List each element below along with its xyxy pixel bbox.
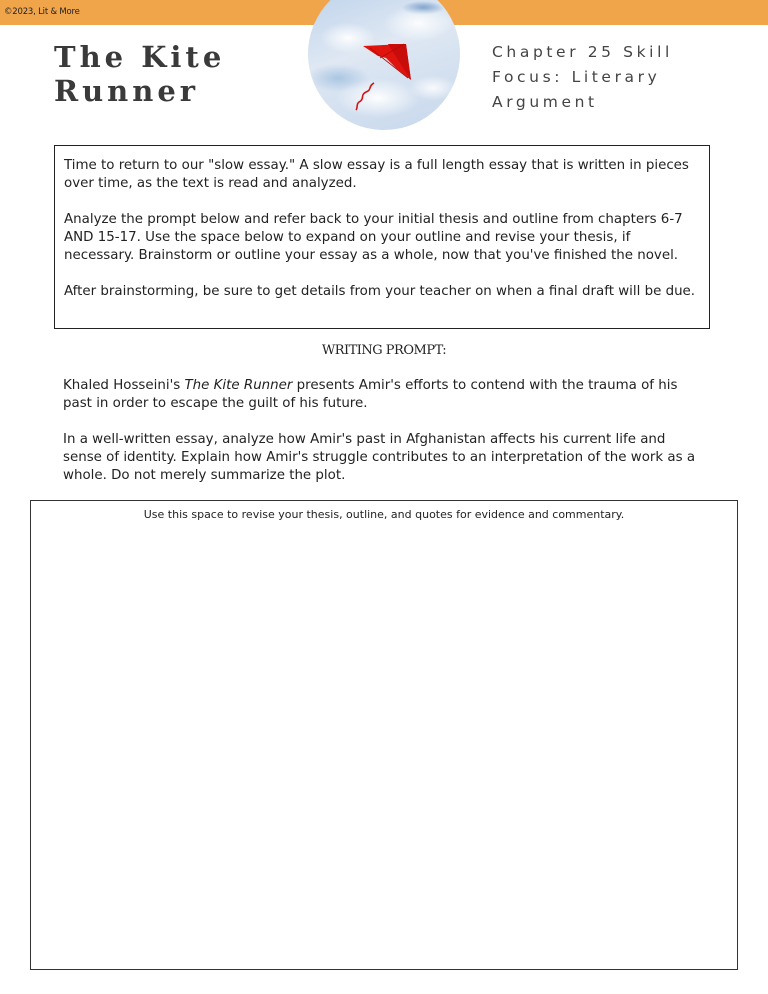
book-title-line1: The Kite bbox=[54, 40, 226, 74]
kite-image bbox=[308, 0, 460, 130]
prompt-paragraph bbox=[63, 377, 708, 413]
book-title-italic: The Kite Runner bbox=[184, 378, 293, 393]
intro-paragraph: After brainstorming, be sure to get details from your teacher on when a final draft will be due. bbox=[64, 284, 696, 299]
writing-prompt-heading: WRITING PROMPT: bbox=[321, 343, 447, 358]
intro-paragraph: Time to return to our "slow essay." A slow essay is a full length essay that is written in pieces over time, as the text is read and analyzed. bbox=[64, 158, 689, 191]
prompt-text: Khaled Hosseini's bbox=[63, 378, 185, 393]
kite-icon bbox=[308, 0, 460, 130]
book-title-line2: Runner bbox=[54, 74, 200, 108]
writing-space-instructions: Use this space to revise your thesis, outline, and quotes for evidence and commentary. bbox=[143, 508, 625, 521]
writing-prompt bbox=[63, 377, 708, 503]
brainstorm-textarea[interactable] bbox=[37, 529, 731, 963]
prompt-paragraph: In a well-written essay, analyze how Amir's past in Afghanistan affects his current life and sense of identity. Explain how Amir's struggle contributes to an interpretation of the work as a whole. Do not merely summarize the plot. bbox=[63, 432, 696, 483]
prompt-text: presents Amir's efforts to contend with the trauma of his past in order to escape the guilt of his future. bbox=[63, 378, 678, 411]
writing-space bbox=[30, 500, 738, 970]
book-title bbox=[54, 40, 225, 108]
chapter-line2: Focus: Literary bbox=[492, 68, 661, 86]
chapter-line3: Argument bbox=[492, 93, 598, 111]
chapter-line1: Chapter 25 Skill bbox=[492, 43, 673, 61]
chapter-skill-focus bbox=[492, 40, 732, 115]
instructions-box bbox=[54, 145, 710, 329]
intro-paragraph: Analyze the prompt below and refer back to your initial thesis and outline from chapters 6-7 AND 15-17. Use the space below to expand on your outline and revise your thesis, if necessary. Brainstorm or outline your essay as a whole, now that you've finished the novel. bbox=[64, 212, 683, 263]
copyright-notice: ©2023, Lit & More bbox=[4, 7, 80, 17]
